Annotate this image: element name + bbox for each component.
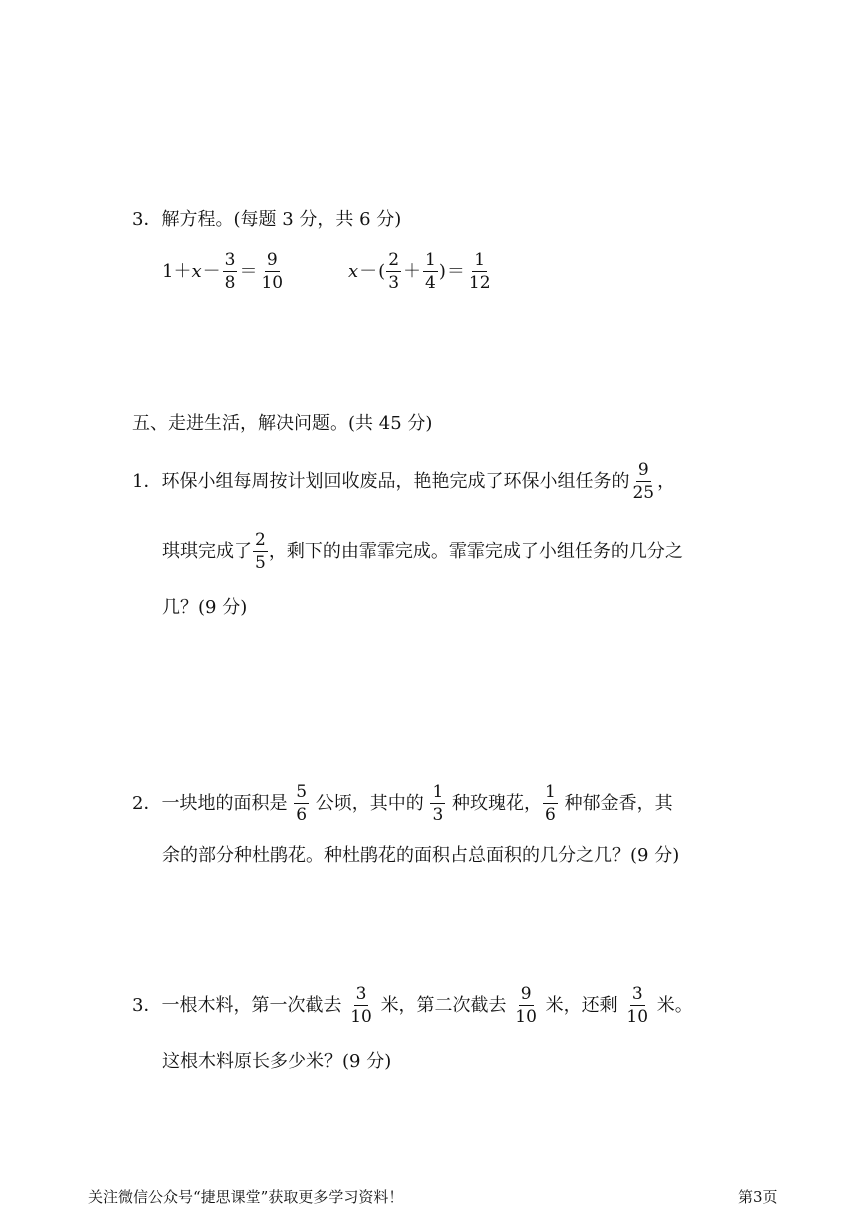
q2-text-b: 公顷，其中的 <box>315 793 424 814</box>
q1-text-1: 1．环保小组每周按计划回收废品，艳艳完成了环保小组任务的 <box>132 471 630 492</box>
q2-fraction-1 <box>294 784 309 824</box>
q2-f2-num: 1 <box>432 782 444 802</box>
q2-f2-den: 3 <box>432 805 444 825</box>
page-number: 第3页 <box>738 1188 778 1206</box>
q1-f2-num: 2 <box>255 530 266 550</box>
eq2-f1-den: 3 <box>388 273 400 293</box>
q1-f2-den: 5 <box>255 553 266 573</box>
q1-fraction-1 <box>630 462 656 502</box>
eq2-f2-den: 4 <box>425 273 436 293</box>
q3-text-b: 米，第二次截去 <box>380 995 507 1016</box>
eq1-f1-den: 8 <box>224 273 236 293</box>
part5-heading: 五、走进生活，解决问题。(共 45 分) <box>132 413 433 434</box>
q1-fraction-2 <box>253 532 268 572</box>
eq2-f3-num: 1 <box>474 250 486 270</box>
q1-f1-num: 9 <box>637 460 649 480</box>
eq2-fraction-3 <box>467 252 493 292</box>
eq1-fraction-2 <box>259 252 285 292</box>
eq2-variable: x <box>348 261 359 282</box>
q2-f1-num: 5 <box>296 782 308 802</box>
eq2-fraction-2 <box>423 252 438 292</box>
q2-fraction-3 <box>543 784 558 824</box>
eq2-minus: － <box>359 261 378 282</box>
eq1-equals: ＝ <box>239 261 258 282</box>
q3-fraction-3 <box>624 986 650 1026</box>
q1-text-1-end: ， <box>657 471 676 492</box>
eq1-variable: x <box>191 261 202 282</box>
eq2-equals: ＝ <box>446 261 465 282</box>
eq1-f2-den: 10 <box>261 273 284 293</box>
eq2-fraction-1 <box>386 252 401 292</box>
eq2-rparen: ) <box>438 261 446 282</box>
q2-line-2: 余的部分种杜鹃花。种杜鹃花的面积占总面积的几分之几？(9 分) <box>162 845 680 866</box>
eq2-lparen: ( <box>378 261 386 282</box>
q3-f2-den: 10 <box>515 1007 537 1027</box>
eq1-minus: － <box>202 261 221 282</box>
q1-text-2b: ，剩下的由霏霏完成。霏霏完成了小组任务的几分之 <box>268 541 683 562</box>
q3-fraction-2 <box>513 986 539 1026</box>
q2-text-d: 种郁金香，其 <box>564 793 673 814</box>
q2-fraction-2 <box>430 784 445 824</box>
equation-1 <box>162 252 286 292</box>
q2-text-c: 种玫瑰花， <box>452 793 543 814</box>
eq1-f1-num: 3 <box>224 250 236 270</box>
eq1-fraction-1 <box>223 252 238 292</box>
q2-f3-num: 1 <box>545 782 556 802</box>
equation-2 <box>348 252 494 292</box>
q3-f2-num: 9 <box>520 984 532 1004</box>
q2-line-1 <box>132 784 673 824</box>
eq2-f3-den: 12 <box>468 273 491 293</box>
q3-f3-den: 10 <box>626 1007 649 1027</box>
q2-text-a: 2．一块地的面积是 <box>132 793 288 814</box>
q3-f1-den: 10 <box>350 1007 372 1027</box>
q1-text-2a: 琪琪完成了 <box>162 541 252 562</box>
footer-promo: 关注微信公众号“捷思课堂”获取更多学习资料！ <box>88 1188 404 1206</box>
eq2-plus: ＋ <box>403 261 422 282</box>
q3-line-1 <box>132 986 693 1026</box>
eq1-lead: 1＋ <box>162 261 192 282</box>
q1-f1-den: 25 <box>632 483 655 503</box>
section3-heading: 3．解方程。(每题 3 分，共 6 分) <box>132 209 402 230</box>
q1-line-3: 几？(9 分) <box>162 597 248 618</box>
q3-text-c: 米，还剩 <box>545 995 618 1016</box>
q3-f1-num: 3 <box>355 984 367 1004</box>
q1-line-1 <box>132 462 675 502</box>
q3-line-2: 这根木料原长多少米？(9 分) <box>162 1051 392 1072</box>
q3-text-d: 米。 <box>656 995 693 1016</box>
q3-fraction-1 <box>348 986 374 1026</box>
q3-text-a: 3．一根木料，第一次截去 <box>132 995 342 1016</box>
q2-f3-den: 6 <box>545 805 556 825</box>
q2-f1-den: 6 <box>296 805 308 825</box>
eq2-f1-num: 2 <box>388 250 400 270</box>
eq2-f2-num: 1 <box>425 250 436 270</box>
eq1-f2-num: 9 <box>266 250 278 270</box>
q3-f3-num: 3 <box>631 984 643 1004</box>
q1-line-2 <box>162 532 683 572</box>
